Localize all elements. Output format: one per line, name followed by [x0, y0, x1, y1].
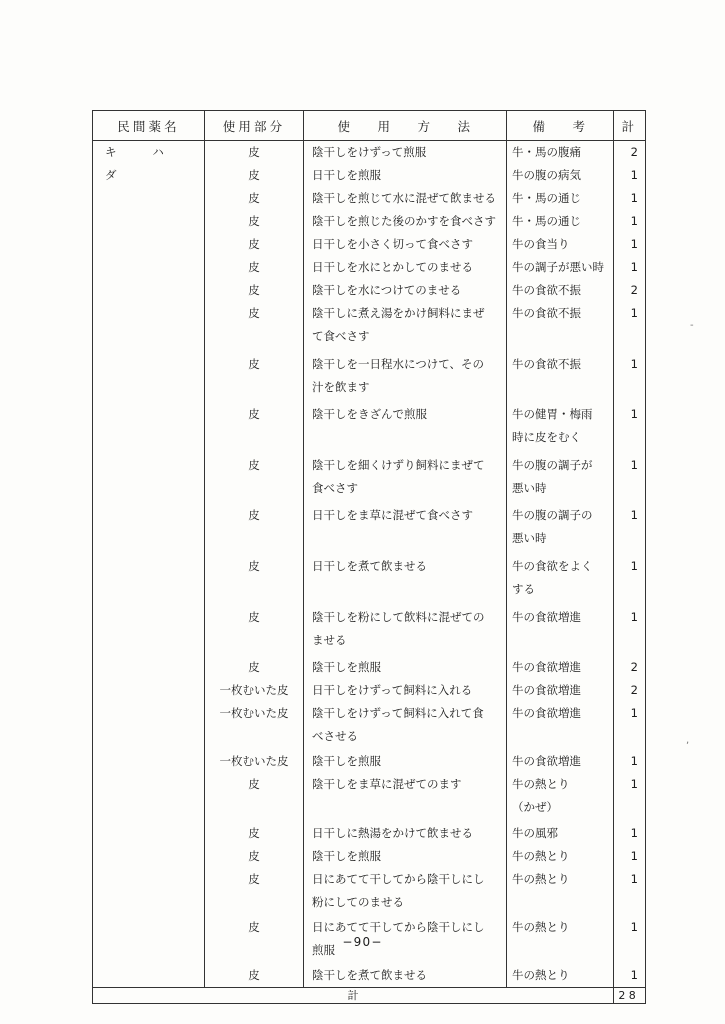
usage-cell — [304, 773, 506, 821]
scan-mark: - — [690, 320, 694, 331]
usage-cell — [304, 302, 506, 353]
part-text: 皮 — [248, 356, 260, 371]
drug-name-cell — [93, 750, 204, 773]
drug-name-cell — [93, 256, 204, 279]
note-text: 牛の熱とり — [512, 968, 570, 983]
count-cell — [614, 750, 645, 773]
usage-cell — [304, 164, 506, 187]
count-text: 1 — [630, 754, 638, 769]
part-text: 一枚むいた皮 — [219, 706, 289, 721]
count-text: 1 — [630, 214, 638, 228]
total-row — [93, 987, 645, 1003]
header-count: 計 — [621, 118, 638, 134]
drug-name-cell — [93, 504, 204, 555]
usage-text: 陰干しを一日程水につけて、その — [312, 356, 485, 371]
drug-name-cell — [93, 141, 204, 182]
note-cell — [507, 679, 613, 702]
part-text: 皮 — [248, 407, 260, 422]
part-text: 皮 — [248, 508, 260, 523]
usage-cell — [304, 454, 506, 505]
count-cell — [614, 702, 645, 750]
part-text: 皮 — [248, 848, 260, 863]
count-cell — [614, 187, 645, 210]
usage-text: 食べさす — [312, 480, 358, 495]
note-text: 牛の腹の調子の — [512, 508, 593, 523]
part-cell — [205, 555, 303, 606]
count-text: 1 — [630, 457, 638, 472]
usage-text: 陰干しを細くけずり飼料にまぜて — [312, 457, 485, 472]
usage-cell — [304, 750, 506, 773]
part-text: 一枚むいた皮 — [219, 754, 289, 769]
usage-cell — [304, 656, 506, 679]
note-cell — [507, 302, 613, 353]
count-cell — [614, 555, 645, 606]
note-cell — [507, 454, 613, 505]
header-usage: 使用方法 — [304, 111, 507, 140]
usage-cell — [304, 279, 506, 302]
count-text: 1 — [630, 848, 638, 863]
usage-cell — [304, 845, 506, 868]
note-cell — [507, 279, 613, 302]
part-cell — [205, 504, 303, 555]
part-cell — [205, 845, 303, 868]
count-text: 1 — [630, 168, 638, 182]
part-text: 皮 — [248, 777, 260, 792]
drug-name-cell — [93, 868, 204, 916]
count-cell — [614, 822, 645, 845]
table-header — [93, 111, 645, 141]
drug-name-cell — [93, 773, 204, 821]
part-text: 皮 — [248, 660, 260, 675]
page-number: −90− — [342, 935, 383, 949]
note-cell — [507, 964, 613, 987]
drug-name: キ ハ ダ — [105, 145, 180, 182]
count-text: 1 — [630, 706, 638, 721]
note-cell — [507, 606, 613, 657]
count-cell — [614, 964, 645, 987]
note-text: 時に皮をむく — [512, 430, 581, 445]
part-cell — [205, 353, 303, 404]
drug-name-cell — [93, 702, 204, 750]
part-cell — [205, 141, 303, 164]
part-cell — [205, 656, 303, 679]
note-text: 牛の食当り — [512, 237, 570, 251]
note-cell — [507, 822, 613, 845]
note-text: 牛の腹の調子が — [512, 457, 593, 472]
note-cell — [507, 750, 613, 773]
part-text: 皮 — [248, 558, 260, 573]
part-text: 皮 — [248, 968, 260, 983]
count-text: 1 — [630, 237, 638, 251]
count-cell — [614, 164, 645, 187]
usage-text: 陰干しを煎じて水に混ぜて飲ませる — [312, 191, 496, 205]
usage-text: べさせる — [312, 729, 358, 744]
note-text: 悪い時 — [512, 480, 547, 495]
note-cell — [507, 233, 613, 256]
note-text: する — [512, 581, 535, 596]
usage-cell — [304, 606, 506, 657]
column-count — [614, 141, 645, 987]
note-text: （かぜ） — [512, 800, 558, 815]
column-part — [205, 141, 304, 987]
usage-cell — [304, 210, 506, 233]
usage-text: 日干しを水にとかしてのませる — [312, 260, 473, 274]
count-cell — [614, 845, 645, 868]
count-cell — [614, 233, 645, 256]
count-cell — [614, 606, 645, 657]
usage-text: 陰干しを粉にして飲料に混ぜての — [312, 609, 485, 624]
part-cell — [205, 964, 303, 987]
note-cell — [507, 187, 613, 210]
note-text: 牛の熱とり — [512, 871, 570, 886]
count-text: 1 — [630, 920, 638, 935]
part-cell — [205, 773, 303, 821]
note-cell — [507, 403, 613, 454]
note-cell — [507, 845, 613, 868]
note-text: 牛の食欲不振 — [512, 306, 581, 320]
part-text: 皮 — [248, 168, 260, 182]
usage-text: 日干しに熱湯をかけて飲ませる — [312, 825, 473, 840]
count-cell — [614, 302, 645, 353]
usage-text: ませる — [312, 632, 347, 647]
usage-cell — [304, 141, 506, 164]
part-cell — [205, 233, 303, 256]
drug-name-cell — [93, 403, 204, 454]
part-cell — [205, 454, 303, 505]
usage-cell — [304, 702, 506, 750]
scan-mark: , — [686, 735, 690, 746]
note-text: 牛の食欲増進 — [512, 683, 581, 698]
usage-text: 日にあてて干してから陰干しにし — [312, 871, 485, 886]
usage-text: 陰干しに煮え湯をかけ飼料にまぜ — [312, 306, 485, 320]
count-text: 1 — [630, 558, 638, 573]
part-text: 皮 — [248, 214, 260, 228]
note-text: 牛の熱とり — [512, 920, 570, 935]
note-cell — [507, 702, 613, 750]
usage-cell — [304, 187, 506, 210]
count-cell — [614, 210, 645, 233]
usage-text: 煎服 — [312, 943, 335, 958]
usage-text: 汁を飲ます — [312, 379, 370, 394]
note-cell — [507, 773, 613, 821]
usage-text: て食べさす — [312, 329, 370, 343]
drug-name-cell — [93, 656, 204, 679]
drug-name-cell — [93, 822, 204, 845]
part-text: 皮 — [248, 306, 260, 320]
part-cell — [205, 702, 303, 750]
part-cell — [205, 164, 303, 187]
part-cell — [205, 210, 303, 233]
note-text: 牛の食欲不振 — [512, 283, 581, 297]
note-text: 牛の調子が悪い時 — [512, 260, 604, 274]
note-text: 牛の熱とり — [512, 777, 570, 792]
part-text: 一枚むいた皮 — [219, 683, 289, 698]
drug-name-cell — [93, 302, 204, 353]
drug-name-cell — [93, 279, 204, 302]
count-cell — [614, 403, 645, 454]
drug-name-cell — [93, 353, 204, 404]
drug-name-cell — [93, 555, 204, 606]
note-cell — [507, 555, 613, 606]
count-text: 2 — [630, 683, 638, 698]
drug-name-cell — [93, 233, 204, 256]
count-cell — [614, 773, 645, 821]
usage-cell — [304, 964, 506, 987]
count-text: 2 — [630, 660, 638, 675]
note-cell — [507, 353, 613, 404]
part-text: 皮 — [248, 191, 260, 205]
note-text: 牛の食欲増進 — [512, 754, 581, 769]
remedy-table — [92, 110, 646, 1004]
part-text: 皮 — [248, 871, 260, 886]
usage-cell — [304, 679, 506, 702]
drug-name-cell — [93, 187, 204, 210]
note-cell — [507, 656, 613, 679]
count-text: 1 — [630, 191, 638, 205]
part-cell — [205, 606, 303, 657]
count-cell — [614, 679, 645, 702]
column-notes — [507, 141, 614, 987]
note-text: 牛の腹の病気 — [512, 168, 581, 182]
total-label: 計 — [93, 988, 614, 1003]
part-text: 皮 — [248, 260, 260, 274]
drug-name-cell — [93, 845, 204, 868]
count-cell — [614, 868, 645, 916]
column-usage — [304, 141, 507, 987]
note-cell — [507, 210, 613, 233]
part-cell — [205, 679, 303, 702]
part-cell — [205, 822, 303, 845]
count-cell — [614, 656, 645, 679]
part-cell — [205, 868, 303, 916]
note-text: 牛の熱とり — [512, 848, 570, 863]
count-text: 1 — [630, 260, 638, 274]
usage-cell — [304, 504, 506, 555]
drug-name-cell — [93, 210, 204, 233]
usage-text: 陰干しを煎じた後のかすを食べさす — [312, 214, 496, 228]
usage-text: 陰干しを水につけてのませる — [312, 283, 462, 297]
count-text: 1 — [630, 871, 638, 886]
part-text: 皮 — [248, 283, 260, 297]
note-text: 牛・馬の通じ — [512, 214, 581, 228]
count-text: 1 — [630, 968, 638, 983]
count-cell — [614, 454, 645, 505]
note-cell — [507, 504, 613, 555]
count-text: 1 — [630, 407, 638, 422]
usage-text: 陰干しをけずって煎服 — [312, 145, 427, 159]
note-cell — [507, 868, 613, 916]
count-text: 1 — [630, 508, 638, 523]
count-cell — [614, 279, 645, 302]
header-part: 使用部分 — [205, 111, 304, 140]
part-text: 皮 — [248, 920, 260, 935]
usage-text: 陰干しをきざんで煎服 — [312, 407, 427, 422]
usage-text: 日干しを煮て飲ませる — [312, 558, 427, 573]
drug-name-cell — [93, 964, 204, 987]
count-text: 1 — [630, 777, 638, 792]
count-text: 2 — [630, 283, 638, 297]
usage-cell — [304, 403, 506, 454]
note-text: 牛の食欲増進 — [512, 706, 581, 721]
part-text: 皮 — [248, 609, 260, 624]
count-cell — [614, 504, 645, 555]
part-cell — [205, 256, 303, 279]
part-cell — [205, 403, 303, 454]
drug-name-cell — [93, 454, 204, 505]
usage-text: 日干しをけずって飼料に入れる — [312, 683, 473, 698]
note-text: 牛の健胃・梅雨 — [512, 407, 593, 422]
part-text: 皮 — [248, 825, 260, 840]
usage-text: 粉にしてのませる — [312, 894, 404, 909]
usage-text: 陰干しをま草に混ぜてのます — [312, 777, 462, 792]
usage-text: 陰干しを煎服 — [312, 754, 381, 769]
note-text: 牛・馬の通じ — [512, 191, 581, 205]
header-drug-name: 民間薬名 — [93, 111, 205, 140]
note-cell — [507, 164, 613, 187]
part-cell — [205, 279, 303, 302]
usage-text: 日にあてて干してから陰干しにし — [312, 920, 485, 935]
count-cell — [614, 256, 645, 279]
total-value: 28 — [618, 989, 639, 1003]
usage-cell — [304, 233, 506, 256]
drug-name-cell — [93, 606, 204, 657]
header-notes: 備考 — [507, 111, 614, 140]
part-text: 皮 — [248, 237, 260, 251]
part-cell — [205, 750, 303, 773]
table-body — [93, 141, 645, 987]
note-text: 牛の食欲増進 — [512, 660, 581, 675]
part-text: 皮 — [248, 457, 260, 472]
note-text: 牛・馬の腹痛 — [512, 145, 581, 159]
usage-text: 日干しを小さく切って食べさす — [312, 237, 473, 251]
part-text: 皮 — [248, 145, 260, 159]
usage-text: 陰干しを煎服 — [312, 660, 381, 675]
note-text: 牛の食欲をよく — [512, 558, 593, 573]
usage-cell — [304, 868, 506, 916]
column-drug-name — [93, 141, 205, 987]
usage-text: 日干しをま草に混ぜて食べさす — [312, 508, 473, 523]
note-cell — [507, 256, 613, 279]
count-text: 1 — [630, 356, 638, 371]
note-cell — [507, 141, 613, 164]
count-text: 1 — [630, 825, 638, 840]
count-cell — [614, 353, 645, 404]
usage-cell — [304, 353, 506, 404]
count-text: 2 — [630, 145, 638, 159]
usage-cell — [304, 822, 506, 845]
note-text: 悪い時 — [512, 531, 547, 546]
part-cell — [205, 187, 303, 210]
usage-text: 日干しを煎服 — [312, 168, 381, 182]
count-text: 1 — [630, 609, 638, 624]
usage-cell — [304, 256, 506, 279]
note-text: 牛の風邪 — [512, 825, 558, 840]
drug-name-cell — [93, 679, 204, 702]
usage-text: 陰干しを煎服 — [312, 848, 381, 863]
count-cell — [614, 141, 645, 164]
usage-cell — [304, 555, 506, 606]
count-text: 1 — [630, 306, 638, 320]
part-cell — [205, 302, 303, 353]
note-text: 牛の食欲不振 — [512, 356, 581, 371]
usage-text: 陰干しをけずって飼料に入れて食 — [312, 706, 484, 721]
note-text: 牛の食欲増進 — [512, 609, 581, 624]
usage-text: 陰干しを煮て飲ませる — [312, 968, 427, 983]
